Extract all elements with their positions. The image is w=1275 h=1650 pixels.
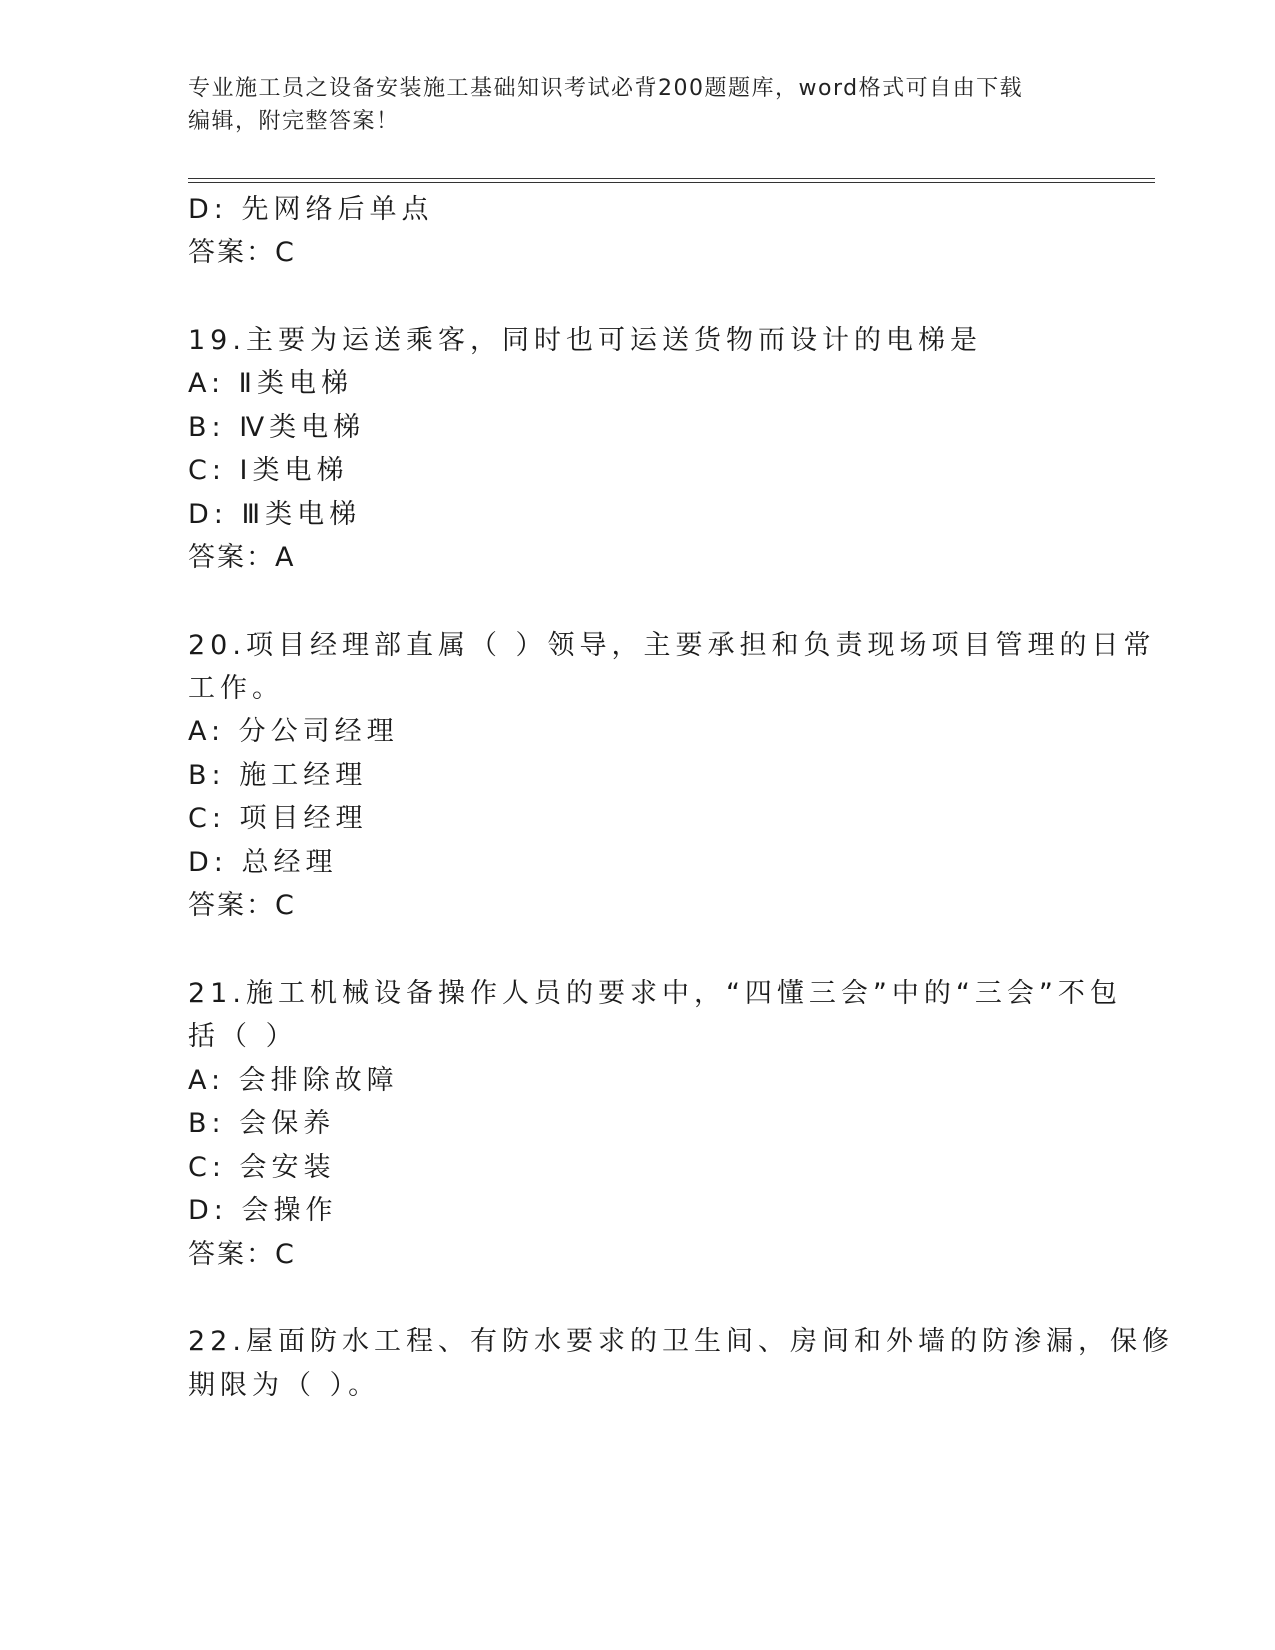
q19-option-d: D: Ⅲ类电梯	[188, 499, 362, 530]
q22-stem-line-1: 22.屋面防水工程、有防水要求的卫生间、房间和外墙的防渗漏，保修	[188, 1326, 1174, 1357]
header-title-line-2: 编辑，附完整答案！	[188, 109, 400, 134]
prev-option-d: D: 先网络后单点	[188, 194, 434, 225]
q21-option-d: D: 会操作	[188, 1195, 338, 1226]
q19-option-c: C: Ⅰ类电梯	[188, 455, 349, 486]
q20-option-a: A: 分公司经理	[188, 716, 399, 747]
document-header	[188, 72, 1068, 138]
q22-stem-line-2: 期限为（ ）。	[188, 1370, 381, 1401]
header-divider	[188, 178, 1155, 183]
q21-answer: 答案：C	[188, 1239, 296, 1270]
prev-answer: 答案：C	[188, 237, 296, 268]
header-title-line-1: 专业施工员之设备安装施工基础知识考试必背200题题库，word格式可自由下载	[188, 76, 1024, 101]
q20-stem-line-2: 工作。	[188, 673, 284, 704]
q21-stem-line-2: 括（ ）	[188, 1021, 298, 1052]
q21-stem-line-1: 21.施工机械设备操作人员的要求中，“四懂三会”中的“三会”不包	[188, 978, 1122, 1009]
q20-option-d: D: 总经理	[188, 847, 338, 878]
q19-answer: 答案：A	[188, 542, 296, 573]
q21-option-b: B: 会保养	[188, 1108, 336, 1139]
q21-option-a: A: 会排除故障	[188, 1065, 399, 1096]
q20-answer: 答案：C	[188, 890, 296, 921]
q19-stem: 19.主要为运送乘客，同时也可运送货物而设计的电梯是	[188, 325, 982, 356]
q20-option-c: C: 项目经理	[188, 803, 368, 834]
q19-option-b: B: Ⅳ类电梯	[188, 412, 366, 443]
q21-option-c: C: 会安装	[188, 1152, 336, 1183]
q20-stem-line-1: 20.项目经理部直属（ ）领导，主要承担和负责现场项目管理的日常	[188, 630, 1156, 661]
q20-option-b: B: 施工经理	[188, 760, 368, 791]
q19-option-a: A: Ⅱ类电梯	[188, 368, 353, 399]
